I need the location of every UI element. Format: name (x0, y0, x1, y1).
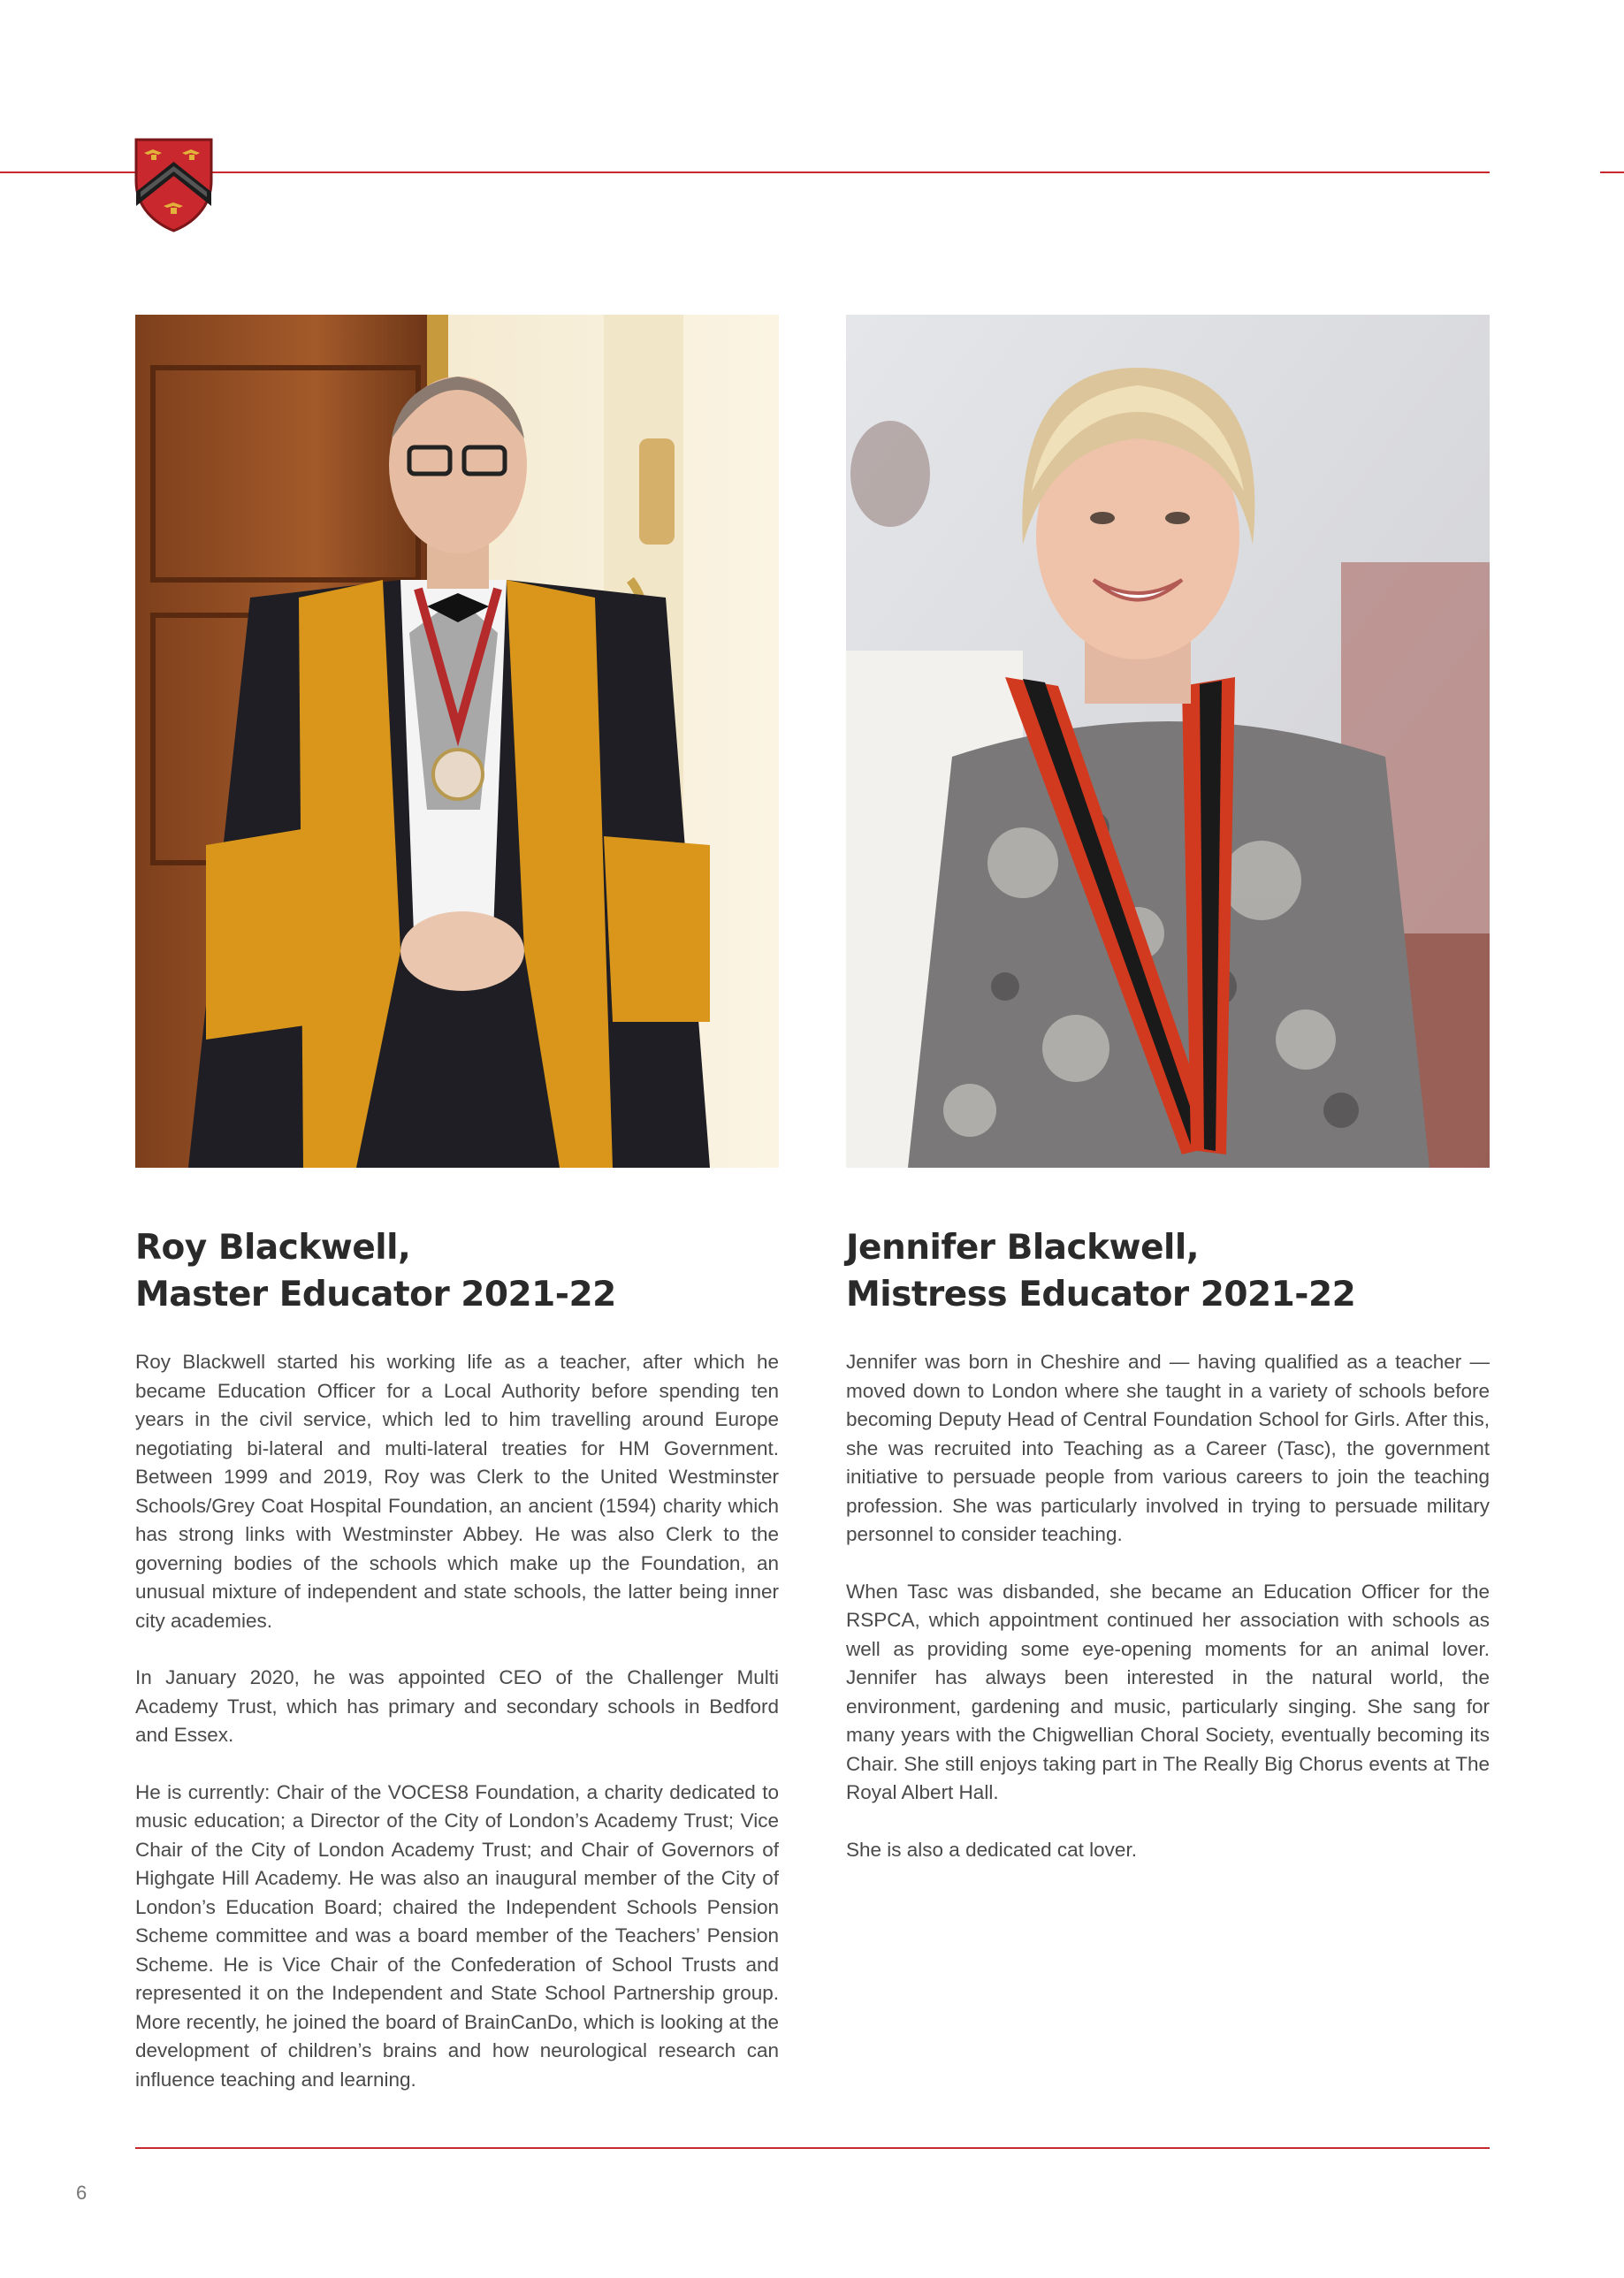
profile-name: Jennifer Blackwell, (846, 1228, 1200, 1268)
profile-paragraph: When Tasc was disbanded, she became an Education Officer for the RSPCA, which appointment continued her association with schools as well as providing some eye-opening moments for an animal lover. Jennifer has always been interested in the natural world, the environment, gardening and music, particularly singing. She sang for many years with the Chigwellian Choral Society, eventually becoming its Chair. She still enjoys taking part in The Really Big Chorus events at The Royal Albert Hall. (846, 1580, 1490, 1803)
profile-jennifer (846, 1224, 1490, 1893)
profile-paragraph: She is also a dedicated cat lover. (846, 1838, 1137, 1861)
profile-heading (135, 1224, 779, 1318)
header-rule-right (1600, 171, 1624, 173)
profile-name: Roy Blackwell, (135, 1228, 411, 1268)
profile-paragraph: He is currently: Chair of the VOCES8 Foundation, a charity dedicated to music education; a Director of the City of London’s Academy Trust; Vice Chair of the City of London Academy Trust; and Chair of Governors of Highgate Hill Academy. He was also an inaugural member of the City of London’s Education Board; chaired the Independent Schools Pension Scheme committee and was a board member of the Teachers’ Pension Scheme. He is Vice Chair of the Confederation of School Trusts and represented it on the Independent and State School Partnership group. More recently, he joined the board of BrainCanDo, which is looking at the development of children’s brains and how neurological research can influence teaching and learning. (135, 1780, 779, 2091)
footer-rule (135, 2147, 1490, 2149)
profile-roy (135, 1224, 779, 2122)
portrait-photo-roy (135, 315, 779, 1168)
profile-paragraph: Jennifer was born in Cheshire and — having qualified as a teacher — moved down to London where she taught in a variety of schools before becoming Deputy Head of Central Foundation School for Girls. After this, she was recruited into Teaching as a Career (Tasc), the government initiative to persuade people from various careers to join the teaching profession. She was particularly involved in trying to persuade military personnel to consider teaching. (846, 1351, 1490, 1545)
profile-paragraph: Roy Blackwell started his working life as a teacher, after which he became Education Officer for a Local Authority before spending ten years in the civil service, which led to him travelling around Europe negotiating bi-lateral and multi-lateral treaties for HM Government. Between 1999 and 2019, Roy was Clerk to the United Westminster Schools/Grey Coat Hospital Foundation, an ancient (1594) charity which has strong links with Westminster Abbey. He was also Clerk to the governing bodies of the schools which make up the Foundation, an unusual mixture of independent and state schools, the latter being inner city academies. (135, 1351, 779, 1632)
header-rule-left (0, 171, 137, 173)
portrait-photo-icon (846, 315, 1490, 1168)
heraldic-shield-icon (133, 137, 214, 232)
portrait-photo-jennifer (846, 315, 1490, 1168)
profile-heading (846, 1224, 1490, 1318)
profile-role: Mistress Educator 2021-22 (846, 1275, 1356, 1314)
portrait-photo-icon (135, 315, 779, 1168)
page-number: 6 (76, 2182, 88, 2204)
header-rule-main (210, 171, 1490, 173)
profile-paragraph: In January 2020, he was appointed CEO of the Challenger Multi Academy Trust, which has primary and secondary schools in Bedford and Essex. (135, 1666, 779, 1746)
profile-role: Master Educator 2021-22 (135, 1275, 616, 1314)
